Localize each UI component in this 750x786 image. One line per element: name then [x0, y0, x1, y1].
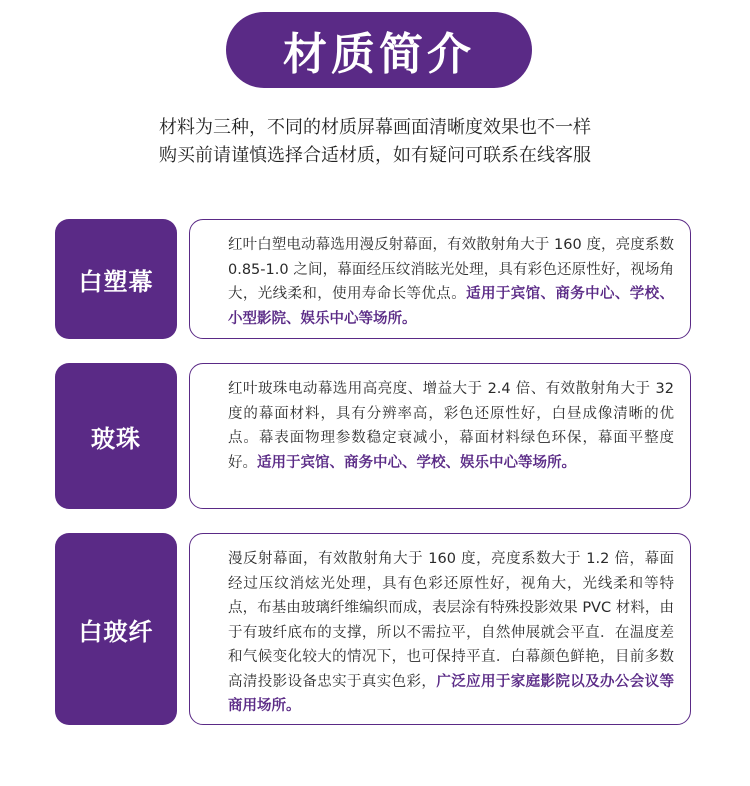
material-usage-highlight: 广泛应用于家庭影院以及办公会议等商用场所。	[228, 673, 675, 714]
material-usage-highlight: 适用于宾馆、商务中心、学校、娱乐中心等场所。	[257, 454, 576, 471]
material-description-box	[189, 363, 691, 509]
material-description-box	[189, 533, 691, 725]
material-description: 漫反射幕面，有效散射角大于 160 度，亮度系数大于 1.2 倍，幕面经过压纹消炫光处理，具有色彩还原性好，视角大，光线柔和等特点，布基由玻璃纤维编织而成，表层涂有特殊投影效果 PVC 材料，由于有玻纤底布的支撑，所以不需拉平，自然伸展就会平直．在温度差和气候变化较大的情况下，也可保持平直．白幕颜色鲜艳，目前多数高清投影设备忠实于真实色彩，	[228, 551, 674, 690]
material-name: 白塑幕	[78, 267, 154, 296]
material-usage-highlight: 适用于宾馆、商务中心、学校、小型影院、娱乐中心等场所。	[228, 286, 675, 327]
material-name: 玻珠	[91, 424, 141, 453]
material-row-glass-bead	[55, 363, 691, 509]
material-label-box	[55, 363, 177, 509]
intro-line-2: 购买前请谨慎选择合适材质，如有疑问可联系在线客服	[159, 145, 591, 166]
material-row-white-fiberglass	[55, 533, 691, 725]
material-description: 红叶玻珠电动幕选用高亮度、增益大于 2.4 倍、有效散射角大于 32 度的幕面材料，具有分辨率高，彩色还原性好，白昼成像清晰的优点。幕表面物理参数稳定衰减小，幕面材料绿色环保，幕面平整度好。	[228, 381, 674, 471]
material-name: 白玻纤	[78, 617, 154, 646]
page-title: 材质简介	[283, 29, 475, 80]
intro-text	[0, 114, 750, 170]
title-banner	[226, 12, 532, 88]
material-description: 红叶白塑电动幕选用漫反射幕面，有效散射角大于 160 度，亮度系数 0.85-1.0 之间，幕面经压纹消眩光处理，具有彩色还原性好，视场角大，光线柔和，使用寿命长等优点。	[228, 237, 674, 302]
material-label-box	[55, 533, 177, 725]
material-description-box	[189, 219, 691, 339]
material-row-white-plastic	[55, 219, 691, 339]
intro-line-1: 材料为三种，不同的材质屏幕画面清晰度效果也不一样	[159, 117, 591, 138]
material-label-box	[55, 219, 177, 339]
